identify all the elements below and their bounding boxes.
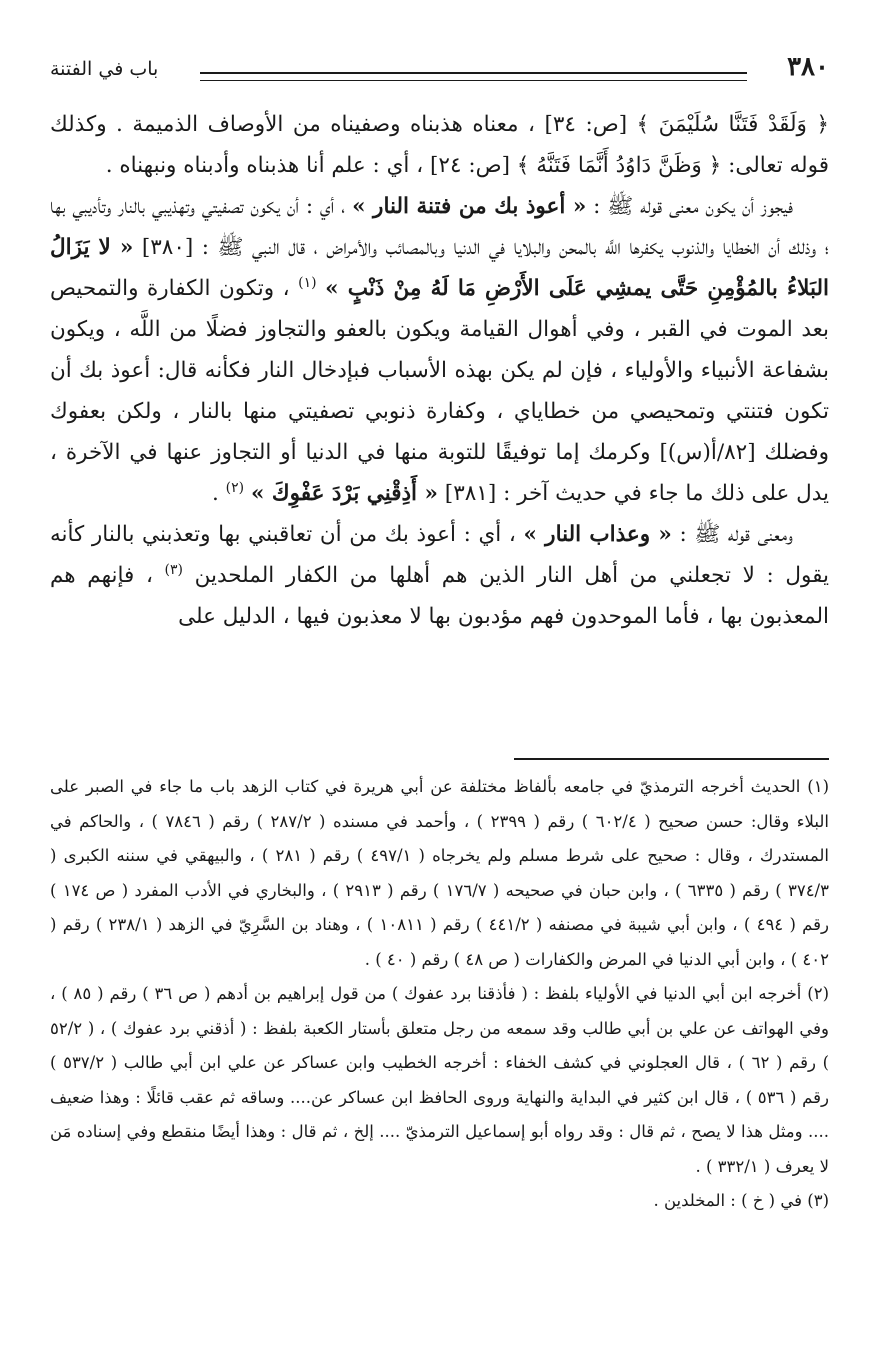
hadith-quote: « وعذاب النار »: [523, 522, 672, 547]
hadith-quote: « أَذِقْنِي بَرْدَ عَفْوِكَ »: [250, 481, 438, 506]
text-run: ، أي : أعوذ بك من أن تعاقبني بها وتعذبني بالنار كأنه يقول : لا تجعلني من أهل النار الذين هم أهلها من الكفار الملحدين: [50, 522, 829, 588]
running-title: باب في الفتنة: [50, 58, 159, 80]
text-run: ، وتكون الكفارة والتمحيص بعد الموت في القبر ، وفي أهوال القيامة ويكون بالعفو والتجاوز فضلًا من اللَّه ، ويكون بشفاعة الأنبياء والأولياء ، فإن لم يكن بهذه الأسباب فبإدخال النار فكأنه قال: أعوذ بك أن تكون فتنتي وتمحيصي من خطاياي ، وكفارة ذنوبي تصفيتي منها بالنار ، ولكن بعفوك وفضلك [٨٢/أ(س)] وكرمك إما توفيقًا للتوبة منها في الدنيا أو التجاوز عنها في الآخرة ، يدل على ذلك ما جاء في حديث آخر : [٣٨١]: [50, 276, 830, 506]
footnote-ref-3[interactable]: (٣): [164, 561, 184, 578]
paragraph-2: [50, 186, 829, 514]
hadith-quote: « لا يَزَالُ البَلاءُ بالمُؤْمِنِ حَتَّى يمشِي عَلَى الأَرْضِ مَا لَهُ مِنْ ذَنْبٍ »: [50, 235, 829, 301]
text-run: ، فإنهم هم المعذبون بها ، فأما الموحدون فهم مؤدبون بها لا معذبون فيها ، الدليل على: [50, 563, 829, 629]
footnote-1: (١) الحديث أخرجه الترمذيّ في جامعه بألفاظ مختلفة عن أبي هريرة في كتاب الزهد باب ما جاء في الصبر على البلاء وقال: حسن صحيح ( ٦٠٢/٤ ) رقم ( ٢٣٩٩ ) ، وأحمد في مسنده ( ٢٨٧/٢ ) رقم ( ٧٨٤٦ ) ، والحاكم في المستدرك ، وقال : صحيح على شرط مسلم ولم يخرجاه ( ٤٩٧/١ ) رقم ( ٢٨١ ) ، والبيهقي في سننه الكبرى ( ٣٧٤/٣ ) رقم ( ٦٣٣٥ ) ، وابن حبان في صحيحه ( ١٧٦/٧ ) رقم ( ٢٩١٣ ) ، والبخاري في الأدب المفرد ( ص ١٧٤ ) رقم ( ٤٩٤ ) ، وابن أبي شيبة في مصنفه ( ٤٤١/٢ ) رقم ( ١٠٨١١ ) ، وهناد بن السَّرِيّ في الزهد ( ٢٣٨/١ ) رقم ( ٤٠٢ ) ، وابن أبي الدنيا في المرض والكفارات ( ص ٤٨ ) رقم ( ٤٠ ) .: [50, 777, 829, 969]
page-number: ٣٨٠: [787, 52, 829, 82]
text-run: ، أي : أن يكون تصفيتي وتهذيبي بالنار وتأديبي بها ؛ وذلك أن الخطايا والذنوب يكفرها اللَّه بالمحن والبلايا في الدنيا وبالمصائب والأمراض ، قال النبي ﷺ : [٣٨٠]: [50, 194, 829, 260]
paragraph-1: ﴿ وَلَقَدْ فَتَنَّا سُلَيْمَنَ ﴾ [ص: ٣٤] ، معناه هذبناه وصفيناه من الأوصاف الذميمة . وكذلك قوله تعالى: ﴿ وَظَنَّ دَاوُدُ أَنَّمَا فَتَنَّهُ ﴾ [ص: ٢٤] ، أي : علم أنا هذبناه وأدبناه ونبهناه .: [50, 112, 830, 178]
footnote-3: (٣) في ( خ ) : المخلدين .: [653, 1191, 829, 1210]
header-rule: [200, 72, 747, 81]
paragraph-3: [50, 514, 829, 637]
footnotes: [50, 770, 829, 1219]
footnote-ref-1[interactable]: (١): [298, 274, 317, 291]
text-run: ومعنى قوله ﷺ :: [671, 522, 793, 547]
footnote-2: (٢) أخرجه ابن أبي الدنيا في الأولياء بلفظ : ( فأذقنا برد عفوك ) من قول إبراهيم بن أدهم ( ص ٣٦ ) رقم ( ٨٥ ) ، وفي الهواتف عن علي بن أبي طالب وقد سمعه من رجل متعلق بأستار الكعبة بلفظ : ( أذقني برد عفوك ) ، ( ٥٢/٢ ) رقم ( ٦٢ ) ، قال العجلوني في كشف الخفاء : أخرجه الخطيب وابن عساكر عن علي ابن أبي طالب ( ٥٣٧/٢ ) رقم ( ٥٣٦ ) ، قال ابن كثير في البداية والنهاية وروى الحافظ ابن عساكر عن.... وساقه ثم عقب قائلًا : وهذا ضعيف .... ومثل هذا لا يصح ، ثم قال : وقد رواه أبو إسماعيل الترمذيّ .... إلخ ، ثم قال : وهذا أيضًا منقطع وفي إسناده مَن لا يعرف ( ٣٣٢/١ ) .: [50, 984, 830, 1176]
main-text: [50, 104, 829, 637]
footnote-ref-2[interactable]: (٢): [225, 479, 245, 496]
hadith-quote: « أعوذ بك من فتنة النار »: [352, 194, 587, 219]
text-run: .: [211, 481, 226, 506]
text-run: فيجوز أن يكون معنى قوله ﷺ :: [586, 194, 793, 219]
page-header: [50, 52, 829, 88]
footnote-separator: [514, 758, 829, 760]
